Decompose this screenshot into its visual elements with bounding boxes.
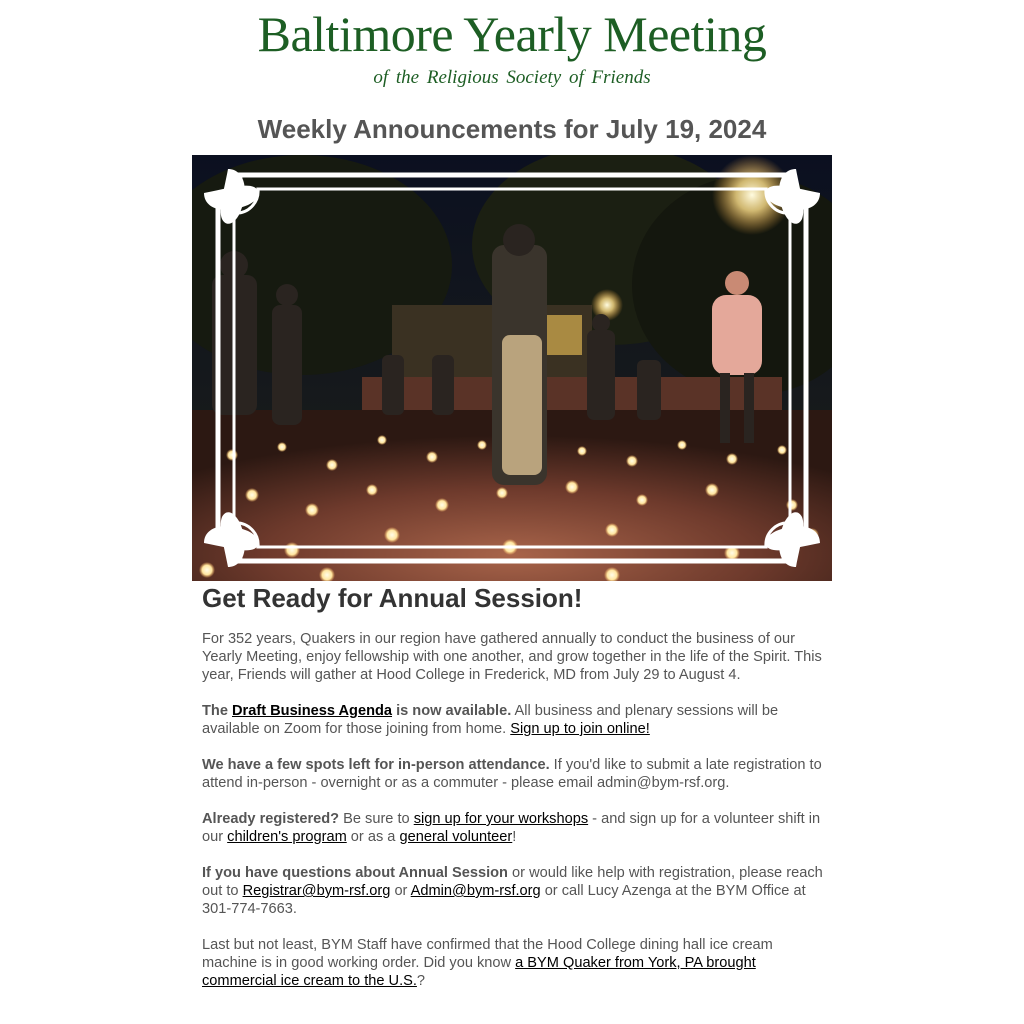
agenda-zoom-text: All business and plenary sessions will be available on Zoom for those joining from home. xyxy=(202,703,779,737)
questions-paragraph xyxy=(202,864,824,918)
registered-text-3: or as a xyxy=(346,829,400,845)
agenda-available-text: is now available. xyxy=(392,703,512,719)
in-person-text: If you'd like to submit a late registration to attend in-person - overnight or as a commuter - please email admin@bym-rsf.org. xyxy=(202,757,822,791)
questions-text-2: or xyxy=(390,883,411,899)
page-title: Weekly Announcements for July 19, 2024 xyxy=(257,114,767,144)
registered-text-4: ! xyxy=(512,829,517,845)
workshops-link[interactable]: sign up for your workshops xyxy=(413,811,589,827)
announcement-article xyxy=(202,583,824,990)
childrens-program-link[interactable]: children's program xyxy=(227,829,347,845)
candle-labyrinth-photo-icon xyxy=(192,155,832,581)
agenda-lead: The xyxy=(202,703,232,719)
registered-bold: Already registered? xyxy=(202,811,340,827)
questions-text-3: or call Lucy Azenga at the BYM Office at 301-774-7663. xyxy=(202,883,806,917)
registered-paragraph xyxy=(202,810,824,846)
logo-subtitle: of the Religious Society of Friends xyxy=(373,67,651,88)
registered-text-1: Be sure to xyxy=(339,811,414,827)
article-heading: Get Ready for Annual Session! xyxy=(202,583,583,613)
admin-email-link[interactable]: Admin@bym-rsf.org xyxy=(410,883,541,899)
ice-cream-text-1: Last but not least, BYM Staff have confirmed that the Hood College dining hall ice cream machine is in good working order. Did you know xyxy=(202,937,773,971)
in-person-paragraph xyxy=(202,756,824,792)
questions-text-1: or would like help with registration, please reach out to xyxy=(202,865,823,899)
sign-up-online-link[interactable]: Sign up to join online! xyxy=(510,721,650,737)
questions-bold: If you have questions about Annual Session xyxy=(202,865,508,881)
hero-image xyxy=(192,155,832,581)
ice-cream-history-link[interactable]: a BYM Quaker from York, PA brought commercial ice cream to the U.S. xyxy=(202,955,756,989)
ice-cream-text-2: ? xyxy=(416,973,426,989)
logo-title: Baltimore Yearly Meeting xyxy=(257,6,767,62)
ice-cream-paragraph xyxy=(202,936,824,990)
registrar-email-link[interactable]: Registrar@bym-rsf.org xyxy=(242,883,391,899)
in-person-bold: We have a few spots left for in-person attendance. xyxy=(202,757,550,773)
intro-paragraph: For 352 years, Quakers in our region have gathered annually to conduct the business of our Yearly Meeting, enjoy fellowship with one another, and grow together in the life of the Spirit. This year, Friends will gather at Hood College in Frederick, MD from July 29 to August 4. xyxy=(202,631,822,683)
agenda-paragraph xyxy=(202,702,824,738)
masthead[interactable] xyxy=(0,0,1024,100)
registered-text-2: - and sign up for a volunteer shift in our xyxy=(202,811,821,845)
general-volunteer-link[interactable]: general volunteer xyxy=(399,829,513,845)
draft-business-agenda-link[interactable]: Draft Business Agenda xyxy=(232,703,393,719)
